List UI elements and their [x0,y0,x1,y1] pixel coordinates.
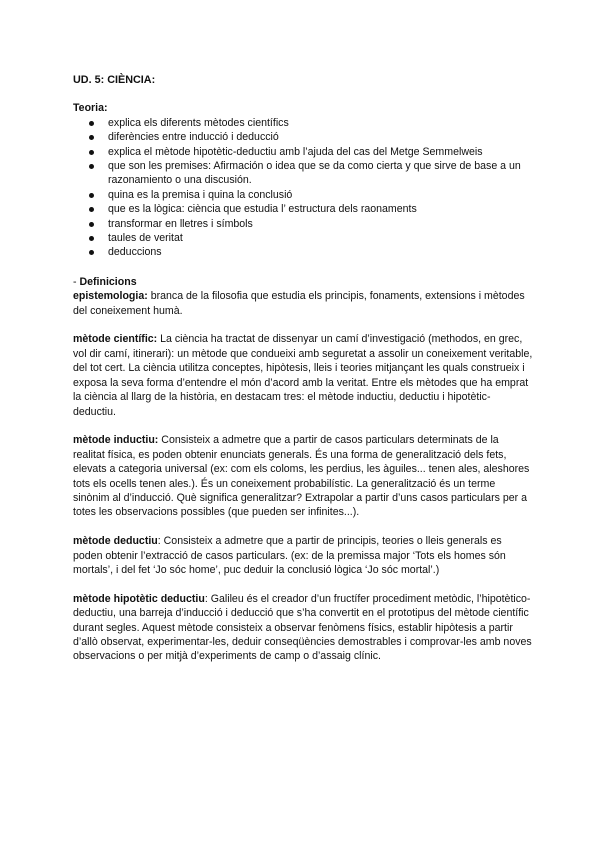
theory-item: que son les premises: Afirmación o idea que se da como cierta y que sirve de base a un razonamiento o una discusión. [73,159,533,188]
bullet-icon [89,135,94,140]
theory-item: explica el mètode hipotètic-deductiu amb l’ajuda del cas del Metge Semmelweis [73,145,533,159]
bullet-icon [89,222,94,227]
bullet-icon [89,207,94,212]
definition-metode-hipotetic-deductiu [73,592,533,664]
definition-text: : Galileu és el creador d’un fructífer procediment metòdic, l’hipotètico-deductiu, una barreja d’inducció i deducció que s’ha convertit en el prototipus del mètode científic durant segles. Aquest mètode consisteix a observar fenòmens físics, establir hipòtesis a partir d’allò observat, experimentar-les, deduir conseqüències demostrables i comprovar-les amb noves observacions o per mitjà d’experiments de camp o d’assaig clínic. [73,592,532,663]
definition-metode-inductiu [73,433,533,519]
theory-item: deduccions [73,245,533,259]
document-content [73,73,533,678]
definition-text: branca de la filosofia que estudia els principis, fonaments, extensions i mètodes del coneixement humà. [73,290,525,317]
definition-metode-cientific [73,332,533,418]
definition-text: : Consisteix a admetre que a partir de principis, teories o lleis generals es poden obtenir l’extracció de casos particulars. (ex: de la premissa major ‘Tots els homes són mortals’, i del fet ‘Jo sóc home’, puc deduir la conclusió lògica ‘Jo sóc mortal’.) [73,535,506,576]
definitions-heading: - Definicions [73,275,137,288]
definition-term: mètode inductiu: [73,434,159,447]
bullet-icon [89,164,94,169]
theory-item: diferències entre inducció i deducció [73,130,533,144]
theory-heading: Teoria: [73,102,108,115]
bullet-icon [89,250,94,255]
definition-epistemologia [73,289,533,318]
definition-metode-deductiu [73,534,533,577]
bullet-icon [89,193,94,198]
definition-text: Consisteix a admetre que a partir de casos particulars determinats de la realitat física, es poden obtenir enunciats generals. És una forma de generalització dels fets, elevats a categoria universal (ex: com els coloms, les perdius, les àguiles... tenen ales, aleshores tots els ocells tenen ales.). És un coneixement probabilístic. La generalització és un terme sinònim al d’inducció. Què significa generalitzar? Extrapolar a partir d’uns casos particulars per a totes les observacions possibles (que pueden ser infinites...). [73,434,530,519]
theory-item: quina es la premisa i quina la conclusió [73,188,533,202]
definition-term: mètode deductiu [73,535,158,548]
definition-text: La ciència ha tractat de dissenyar un camí d’investigació (methodos, en grec, vol dir camí, itinerari): un mètode que condueixi amb seguretat a assolir un coneixement veritable, del tot cert. La ciència utilitza conceptes, hipòtesis, lleis i teories mitjançant les quals construeix i exposa la seva forma d’entendre el món d’acord amb la veritat. Entre els mètodes que ha emprat la ciència al llarg de la història, en destacam tres: el mètode inductiu, deductiu i hipotètic-deductiu. [73,333,533,418]
bullet-icon [89,121,94,126]
definition-term: mètode científic: [73,333,158,346]
bullet-icon [89,150,94,155]
bullet-icon [89,236,94,241]
definition-term: epistemologia: [73,290,148,303]
document-title: UD. 5: CIÈNCIA: [73,74,156,86]
theory-item: explica els diferents mètodes científics [73,116,533,130]
theory-item: que es la lògica: ciència que estudia l’ estructura dels raonaments [73,202,533,216]
definition-term: mètode hipotètic deductiu [73,592,205,605]
theory-item: transformar en lletres i símbols [73,217,533,231]
theory-list [73,116,533,260]
theory-item: taules de veritat [73,231,533,245]
